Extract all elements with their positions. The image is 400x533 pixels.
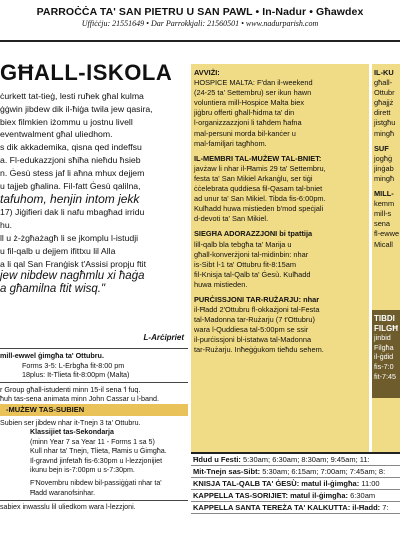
notice-line: wara l-Quddiesa tal-5:00pm se ssir <box>194 325 309 335</box>
mass-row <box>191 490 400 502</box>
notice-line: voluntiera mill-Hospice Malta biex <box>194 98 305 108</box>
right-line: kemm <box>374 199 395 209</box>
kids-section <box>0 346 188 404</box>
tib-line: fit-7:45 <box>374 371 396 381</box>
mass-label: KAPPELLA TAS-SORIJIET: matul il-ġimgħa: <box>193 491 349 500</box>
article-line: eventwalment għal uliedhom. <box>0 129 113 140</box>
siegha-notice <box>191 229 369 290</box>
purcissjoni-notice <box>191 295 369 356</box>
article-line: hu. <box>0 220 13 231</box>
tib-line: FILGĦ <box>374 323 398 333</box>
article-line: ċurkett tat-tieġ, lesti ruħek għal kulma <box>0 91 144 101</box>
tib-line: jinbid <box>374 333 391 343</box>
article-line: s dik akkademika, qisna qed indeffsu <box>0 142 142 153</box>
mass-label: KNISJA TAL-QALB TA' ĠESÙ: matul il-ġimgħa: <box>193 479 360 488</box>
tib-line: TIBDI <box>374 314 395 323</box>
subien-line: F'Novembru nibdew bil-passiġġati nhar ta' <box>30 479 162 488</box>
subien-section <box>0 419 188 513</box>
kids-line: mill-ewwel ġimgħa ta' Ottubru. <box>0 351 104 360</box>
mass-label: KAPPELLA SANTA TEREŻA TA' KALKUTTA: il-Ħadd: <box>193 503 381 512</box>
parish-contacts: Uffiċċju: 21551649 • Dar Parrokkjali: 21560501 • www.nadurparish.com <box>81 19 319 28</box>
notice-line: mal-familjari tagħhom. <box>194 138 267 148</box>
right-line: IL-KU <box>374 68 394 77</box>
kids-line: ħuh tas-sena animata minn John Cassar u l-band. <box>0 394 160 403</box>
tib-line: fis-7:0 <box>374 361 394 371</box>
right-line: dirett <box>374 108 391 118</box>
right-block <box>372 68 400 139</box>
kids-line: r Group għall-istudenti minn 15-il sena 'l fuq. <box>0 384 141 394</box>
divider <box>0 382 188 383</box>
article-line: u tajjeb għalina. Fil-fatt Ġesù qalilna, <box>0 180 141 191</box>
notice-line: mal-persuni morda bil-kanċer u <box>194 128 296 138</box>
article-line: ġġwin jibdew dik il-ħiġa twila jew qasira, <box>0 103 153 114</box>
right-line: Ottubr <box>374 88 395 98</box>
notice-line: (24-25 ta' Settembru) ser ikun hawn <box>194 88 312 98</box>
quote-line: a għamilna ftit wisq." <box>0 283 106 295</box>
article-line: a. Fl-edukazzjoni sħiħa nieħdu ħsieb <box>0 154 141 165</box>
article-line: 17) Jiġifieri dak li nafu mbagħad irridu <box>0 207 145 218</box>
right-line: SUF <box>374 143 389 153</box>
mass-times-value: 5:30am; 6:30am; 8:30am; 9:45am; 11: <box>243 455 370 464</box>
mass-times-value: 5:30am; 6:15am; 7:00am; 7:45am; 8: <box>262 467 386 476</box>
tib-line: il-ġdid <box>374 352 394 362</box>
right-line: sena <box>374 219 391 229</box>
notices-label: AVVIŻI: <box>194 68 220 77</box>
right-line: jistgħu <box>374 118 396 128</box>
notices-column <box>191 64 369 452</box>
notice-line: għall-konverżjoni tal-midinbin: nhar <box>194 249 309 259</box>
article-line: n. Ġesù stess jaf li aħna mhux dejjem <box>0 167 145 178</box>
mass-label: Mit-Tnejn sas-Sibt: <box>193 467 261 476</box>
article-line: biex filmkien iżommu u jostnu livell <box>0 116 133 127</box>
right-line: għajjż <box>374 98 394 108</box>
membri-notice <box>191 154 369 225</box>
subien-line: (minn Year 7 sa Year 11 - Forms 1 sa 5) <box>30 437 155 446</box>
right-block <box>372 189 400 250</box>
subien-heading: -MUŻEW TAS-SUBIEN <box>0 404 188 416</box>
subien-intro: Subien ser jibdew nhar it-Tnejn 3 ta' Ottubru. <box>0 419 141 427</box>
mass-row <box>191 478 400 490</box>
mass-row <box>191 502 400 514</box>
mass-label: Ħdud u Festi: <box>193 455 241 464</box>
right-block <box>372 144 400 184</box>
subien-line: Ħadd waranofsinhar. <box>30 488 96 497</box>
right-line: fl-ewwe <box>374 229 400 239</box>
notice-line: PURĊISSJONI TAR-RUŻARJU: nhar <box>194 294 320 304</box>
notice-line: il-Ħadd 2'Ottubru fl-okkażjoni tal-Festa <box>194 305 320 315</box>
kids-line: Forms 3-5: L-Erbgħa fit-8:00 pm <box>22 360 125 370</box>
right-line: mingħ <box>374 173 395 183</box>
article-title: GĦALL-ISKOLA <box>0 60 173 85</box>
notice-line: is-Sibt l-1 ta' Ottubru fit-8:15am <box>194 259 297 269</box>
left-column <box>0 44 188 533</box>
header-rule <box>0 40 400 42</box>
article-signature: L-Arċipriet <box>143 333 184 342</box>
subien-line: Kull nhar ta' Tnejn, Tlieta, Ħamis u Ġimgħa. <box>30 447 167 456</box>
article-body <box>0 90 188 270</box>
hospice-notice <box>191 68 369 149</box>
notice-line: tar-Rużarju. Inħeġġukom tieħdu sehem. <box>194 345 324 355</box>
notice-line: huwa mistieden. <box>194 279 248 289</box>
notice-line: ad unur ta' San Mikiel. Tibda fis-6:00pm. <box>194 194 326 204</box>
tibdi-box <box>372 310 400 398</box>
right-line: mingħ <box>374 128 395 138</box>
notice-line: l-organizzazzjoni li taħdem ħafna <box>194 118 302 128</box>
mass-row <box>191 454 400 466</box>
notice-line: ċċelebrata quddiesa fil-Qasam tal-bniet <box>194 184 323 194</box>
notice-line: HOSPICE MALTA: F'dan il-weekend <box>194 78 313 88</box>
right-line: mill-s <box>374 209 392 219</box>
divider <box>0 500 188 501</box>
notice-line: il-purċissjoni bl-istatwa tal-Madonna <box>194 335 312 345</box>
notice-line: lill-qalb bla tebgħa ta' Marija u <box>194 239 292 249</box>
subien-line: sabiex inwasslu lil uliedkom wara l-lezzjoni. <box>0 503 136 512</box>
kids-line: 18plus: It-Tlieta fit-8:00pm (Malta) <box>22 370 130 379</box>
article-line: ll u ż-żgħażagħ li se jkomplu l-istudji <box>0 232 139 243</box>
right-line: jogħġ <box>374 153 393 163</box>
quote-line: jew nibdew nagħmlu xi ħaġa <box>0 270 145 282</box>
mass-times-value: 6:30am <box>350 491 376 500</box>
right-line: Micall <box>374 239 393 249</box>
notice-line: jiġbru offerti għall-ħidma ta' din <box>194 108 295 118</box>
notice-line: IL-MEMBRI TAL-MUŻEW TAL-BNIET: <box>194 153 322 163</box>
article-line: a li qal San Franġisk t'Assisi propju ftit <box>0 258 147 269</box>
notice-line: Kulħadd huwa mistieden b'mod speċjali <box>194 204 324 214</box>
mass-times <box>191 452 400 533</box>
mass-times-value: 11:00 <box>361 479 380 488</box>
article-line: tafuhom, henjin intom jekk <box>0 192 140 207</box>
page-header <box>0 0 400 44</box>
subien-subheading: Klassijiet tas-Sekondarja <box>30 428 114 437</box>
notice-line: festa ta' San Mikiel Arkanġlu, ser tiġi <box>194 173 313 183</box>
article-quote <box>0 270 188 296</box>
right-line: jinġab <box>374 163 394 173</box>
right-line: għall- <box>374 78 393 88</box>
notice-line: fil-Knisja tal-Qalb ta' Ġesù. Kulħadd <box>194 269 311 279</box>
subien-line: Il-gravnd jinfetaħ fis-6:30pm u l-lezzjonijiet <box>30 456 163 465</box>
divider <box>0 348 188 349</box>
notice-line: d-devoti ta' San Mikiel. <box>194 214 269 224</box>
right-line: MILL- <box>374 189 394 199</box>
subien-line: ikunu bejn is-7:00pm u s-7:30pm. <box>30 466 135 475</box>
notice-line: javżaw li nhar il-Ħamis 29 ta' Settembru, <box>194 163 326 173</box>
parish-title: PARROĊĊA TA' SAN PIETRU U SAN PAWL • In-Nadur • Għawdex <box>36 6 364 18</box>
notice-line: SIEGĦA ADORAZZJONI bi tpattija <box>194 229 313 239</box>
mass-times-value: 7: <box>382 503 389 512</box>
article-line: u fil-qalb u dejjem ifittxu lil Alla <box>0 245 116 256</box>
mass-row <box>191 466 400 478</box>
notice-line: tal-Madonna tar-Rużarju (7 t'Ottubru) <box>194 315 315 325</box>
tib-line: Filgħa <box>374 342 394 352</box>
